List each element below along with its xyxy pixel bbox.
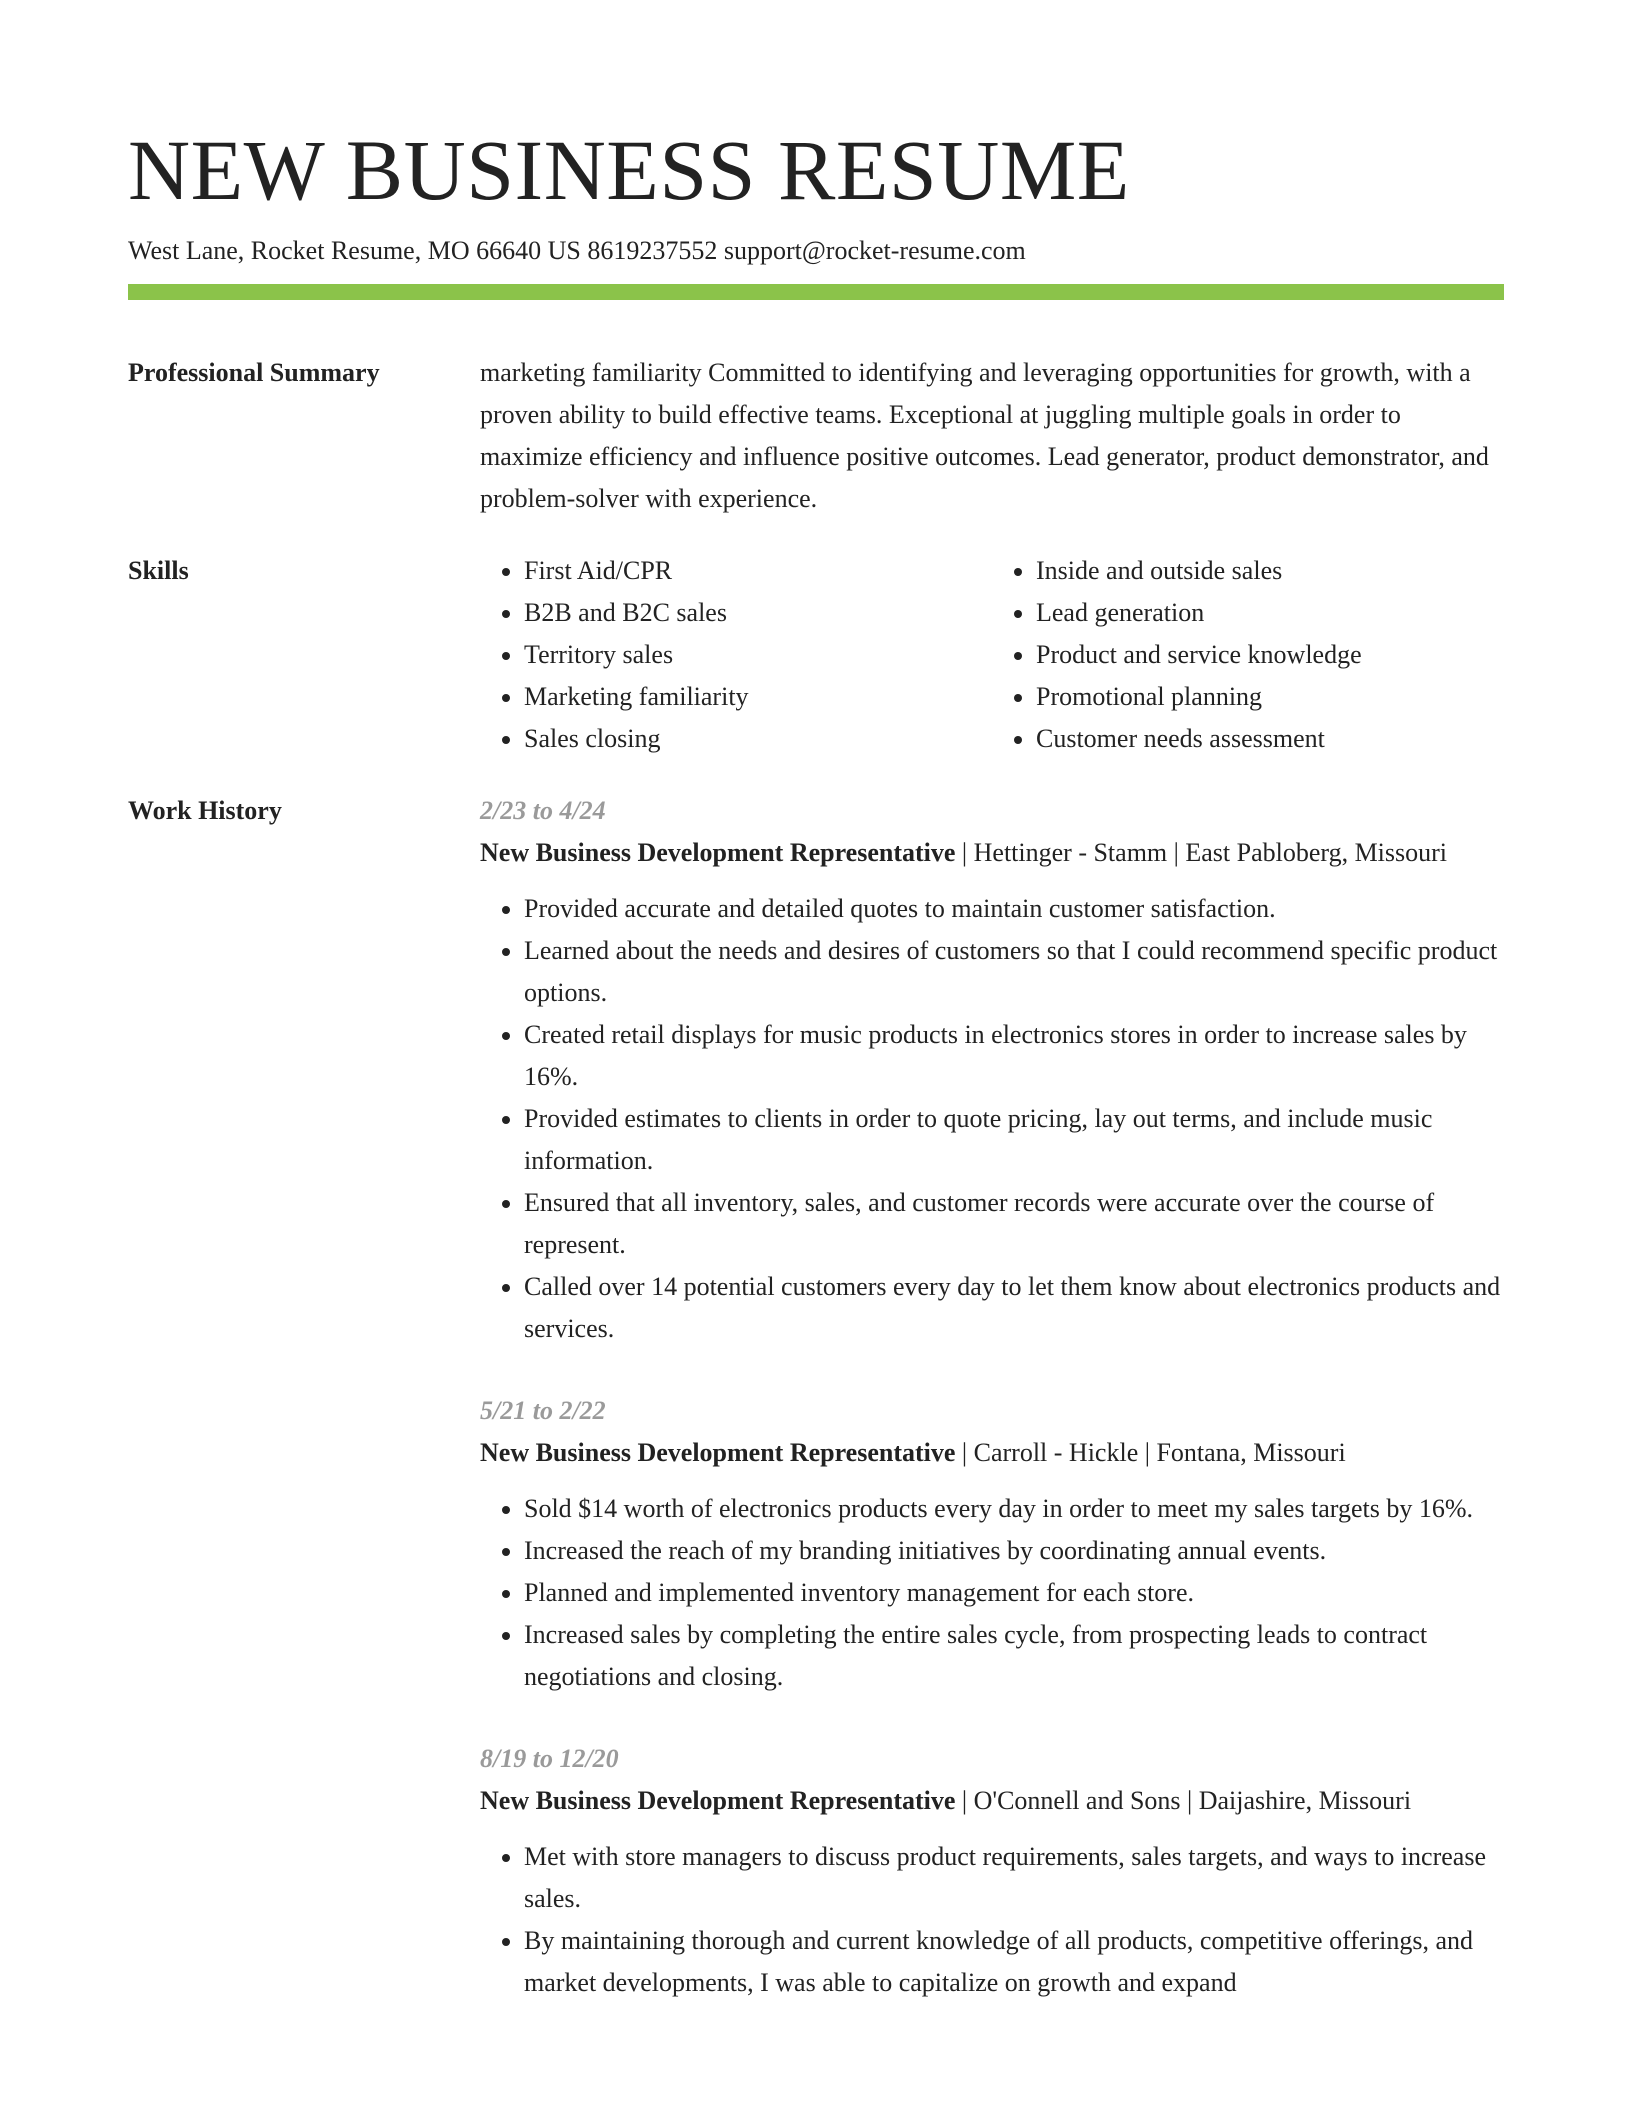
job-dates: 2/23 to 4/24 — [480, 796, 606, 825]
job-bullet: • Planned and implemented inventory management for each store. — [524, 1572, 1504, 1614]
skills-column-2 — [992, 550, 1504, 760]
job-details: | Hettinger - Stamm | East Pabloberg, Missouri — [955, 838, 1448, 867]
skill-item: • Territory sales — [524, 634, 992, 676]
job-bullet: • Called over 14 potential customers every day to let them know about electronics products and services. — [524, 1266, 1504, 1350]
skill-item: • Marketing familiarity — [524, 676, 992, 718]
contact-email: support@rocket-resume.com — [723, 236, 1026, 265]
job-bullet: • Sold $14 worth of electronics products every day in order to meet my sales targets by 16%. — [524, 1488, 1504, 1530]
contact-line — [128, 234, 1504, 268]
job-entry — [480, 790, 1504, 1350]
contact-phone: 8619237552 — [587, 236, 718, 265]
job-bullet: • Increased the reach of my branding initiatives by coordinating annual events. — [524, 1530, 1504, 1572]
summary-text: marketing familiarity Committed to identifying and leveraging opportunities for growth, with a proven ability to build effective teams. Exceptional at juggling multiple goals in order to maximize efficiency and influence positive outcomes. Lead generator, product demonstrator, and problem-solver with experience. — [480, 358, 1489, 513]
job-bullet: • Ensured that all inventory, sales, and customer records were accurate over the course of represent. — [524, 1182, 1504, 1266]
job-heading — [480, 832, 1504, 874]
skill-item: • Inside and outside sales — [1036, 550, 1504, 592]
header-divider — [128, 284, 1504, 300]
job-bullet: • Provided estimates to clients in order to quote pricing, lay out terms, and include music information. — [524, 1098, 1504, 1182]
work-history-label: Work History — [128, 796, 282, 825]
skill-item: • First Aid/CPR — [524, 550, 992, 592]
job-heading — [480, 1432, 1504, 1474]
job-bullets — [480, 1488, 1504, 1698]
skills-section — [128, 550, 1504, 760]
summary-section — [128, 352, 1504, 520]
skill-item: • Promotional planning — [1036, 676, 1504, 718]
job-bullets — [480, 1836, 1504, 2004]
skills-label: Skills — [128, 556, 189, 585]
job-bullet: • Increased sales by completing the entire sales cycle, from prospecting leads to contract negotiations and closing. — [524, 1614, 1504, 1698]
job-bullet: • Created retail displays for music products in electronics stores in order to increase sales by 16%. — [524, 1014, 1504, 1098]
summary-label: Professional Summary — [128, 358, 380, 387]
job-entry — [480, 1390, 1504, 1698]
job-details: | Carroll - Hickle | Fontana, Missouri — [955, 1438, 1346, 1467]
job-heading — [480, 1780, 1504, 1822]
resume-name: NEW BUSINESS RESUME — [128, 122, 1130, 218]
job-bullet: • Met with store managers to discuss product requirements, sales targets, and ways to increase sales. — [524, 1836, 1504, 1920]
job-entry — [480, 1738, 1504, 2004]
job-dates: 5/21 to 2/22 — [480, 1396, 606, 1425]
skill-item: • Lead generation — [1036, 592, 1504, 634]
job-bullets — [480, 888, 1504, 1350]
job-bullet: • Provided accurate and detailed quotes to maintain customer satisfaction. — [524, 888, 1504, 930]
job-details: | O'Connell and Sons | Daijashire, Missouri — [955, 1786, 1412, 1815]
job-bullet: • Learned about the needs and desires of customers so that I could recommend specific product options. — [524, 930, 1504, 1014]
skill-item: • B2B and B2C sales — [524, 592, 992, 634]
resume-page — [128, 118, 1504, 2044]
skills-column-1 — [480, 550, 992, 760]
job-dates: 8/19 to 12/20 — [480, 1744, 619, 1773]
work-history-section — [128, 790, 1504, 2044]
job-bullet: • By maintaining thorough and current knowledge of all products, competitive offerings, and market developments, I was able to capitalize on growth and expand — [524, 1920, 1504, 2004]
skill-item: • Product and service knowledge — [1036, 634, 1504, 676]
contact-address: West Lane, Rocket Resume, MO 66640 US — [128, 236, 581, 265]
skill-item: • Customer needs assessment — [1036, 718, 1504, 760]
skill-item: • Sales closing — [524, 718, 992, 760]
job-title: New Business Development Representative — [480, 1786, 956, 1815]
job-title: New Business Development Representative — [480, 838, 956, 867]
job-title: New Business Development Representative — [480, 1438, 956, 1467]
